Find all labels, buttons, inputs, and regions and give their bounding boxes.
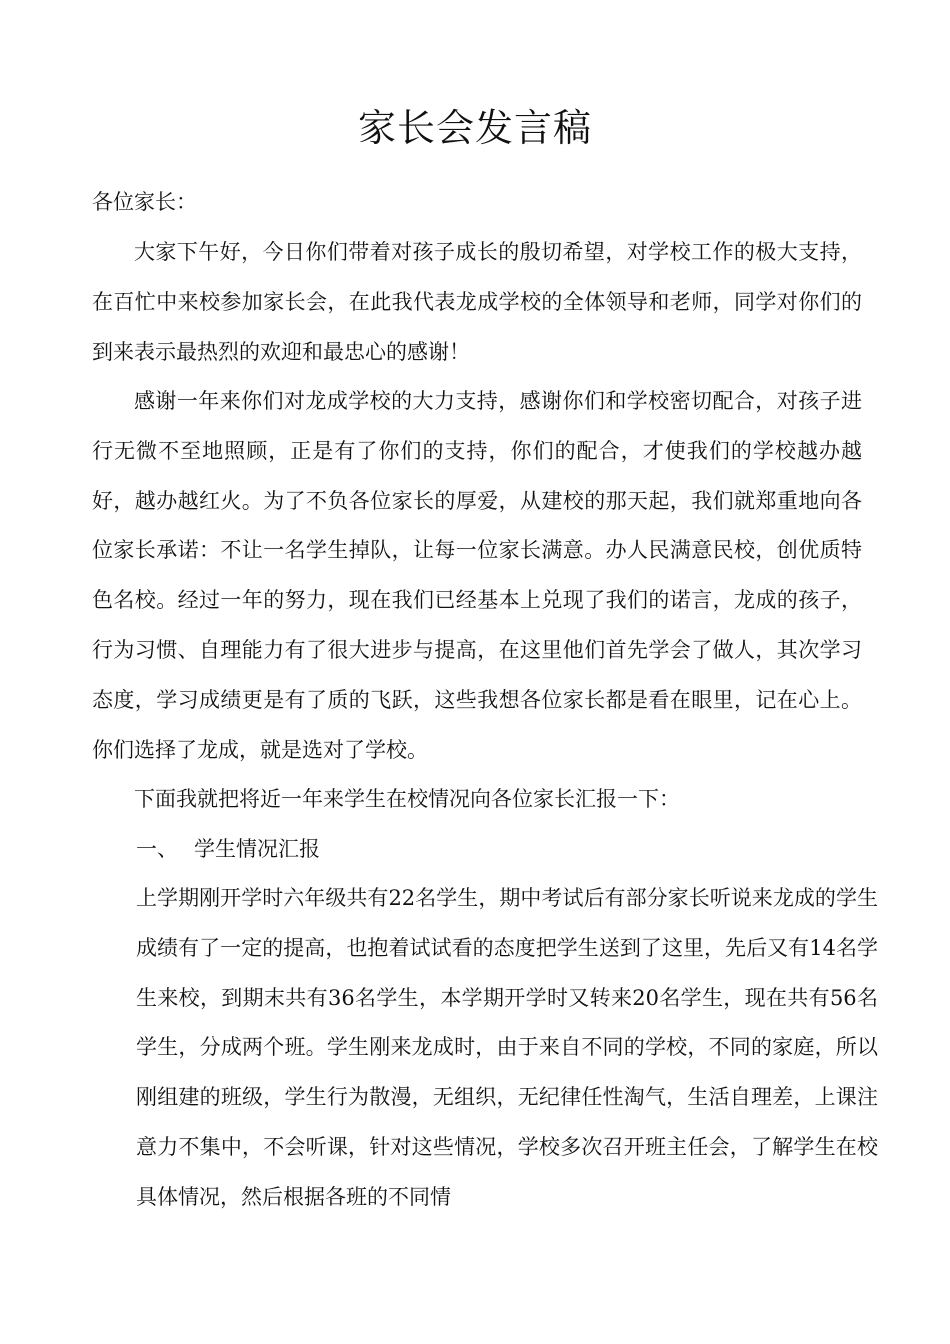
document-title: 家长会发言稿 <box>357 106 592 150</box>
salutation: 各位家长： <box>92 190 197 214</box>
paragraph-report-intro: 下面我就把将近一年来学生在校情况向各位家长汇报一下： <box>134 787 680 811</box>
section-heading-text: 学生情况汇报 <box>194 837 320 861</box>
paragraph-welcome: 大家下午好，今日你们带着对孩子成长的殷切希望，对学校工作的极大支持，在百忙中来校参加家长会，在此我代表龙成学校的全体领导和老师，同学对你们的到来表示最热烈的欢迎和最忠心的感谢！ <box>92 240 862 364</box>
paragraph-student-situation: 上学期刚开学时六年级共有22名学生，期中考试后有部分家长听说来龙成的学生成绩有了一定的提高，也抱着试试看的态度把学生送到了这里，先后又有14名学生来校，到期末共有36名学生，本学期开学时又转来20名学生，现在共有56名学生，分成两个班。学生刚来龙成时，由于来自不同的学校，不同的家庭，所以刚组建的班级，学生行为散漫，无组织，无纪律任性淘气，生活自理差，上课注意力不集中，不会听课，针对这些情况，学校多次召开班主任会，了解学生在校具体情况，然后根据各班的不同情 <box>136 886 878 1209</box>
section-heading <box>136 825 320 875</box>
section-number: 一、 <box>136 837 178 861</box>
paragraph-thanks: 感谢一年来你们对龙成学校的大力支持，感谢你们和学校密切配合，对孩子进行无微不至地照顾，正是有了你们的支持，你们的配合，才使我们的学校越办越好，越办越红火。为了不负各位家长的厚爱，从建校的那天起，我们就郑重地向各位家长承诺：不让一名学生掉队，让每一位家长满意。办人民满意民校，创优质特色名校。经过一年的努力，现在我们已经基本上兑现了我们的诺言，龙成的孩子，行为习惯、自理能力有了很大进步与提高，在这里他们首先学会了做人，其次学习态度，学习成绩更是有了质的飞跃，这些我想各位家长都是看在眼里，记在心上。你们选择了龙成，就是选对了学校。 <box>92 389 862 762</box>
